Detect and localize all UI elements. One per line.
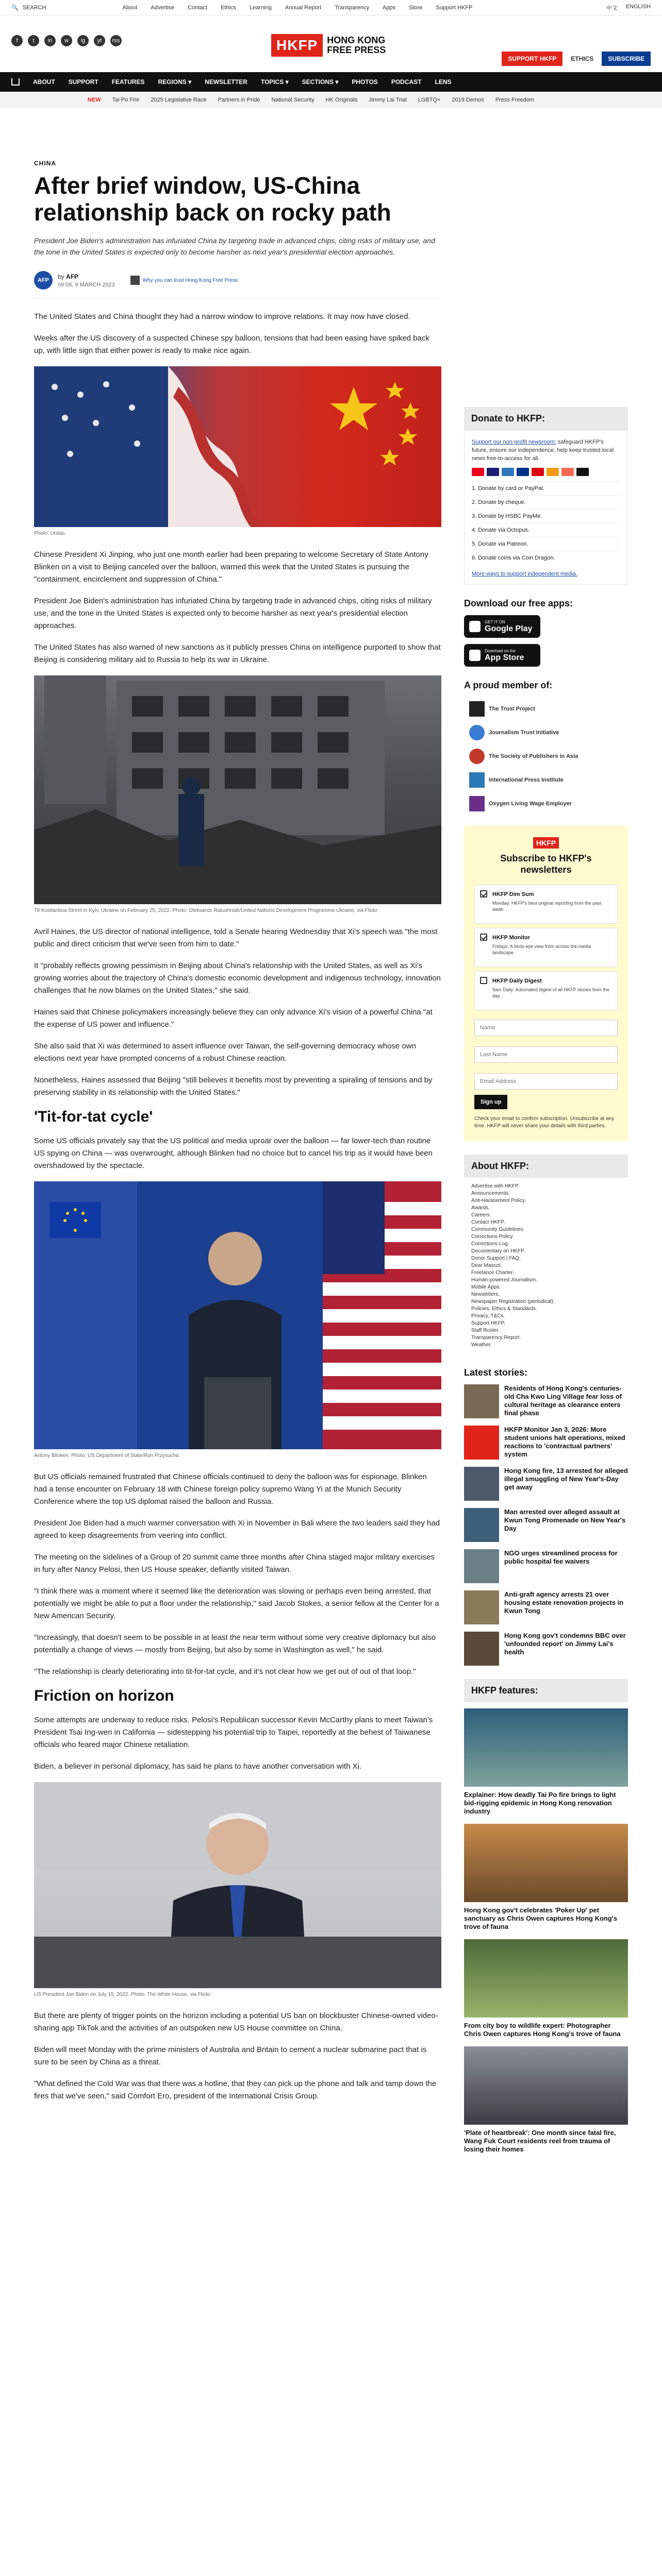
newsletter-logo-mark: HKFP: [533, 837, 559, 849]
article-category[interactable]: CHINA: [34, 160, 56, 167]
about-link[interactable]: Newspaper Registration (periodical).: [471, 1299, 555, 1304]
logo-line-2: FREE PRESS: [327, 45, 386, 55]
feature-item[interactable]: [464, 2046, 628, 2154]
ticker-item[interactable]: Jimmy Lai Trial: [369, 97, 407, 103]
about-link[interactable]: Awards.: [471, 1205, 490, 1211]
article-paragraph: President Joe Biden's administration has infuriated China by targeting trade in advanced chips, citing risks of military use, and the tone in the United States is expected only to become harsher as next year's presidential election approaches.: [34, 597, 432, 630]
figure-caption: 79 Kostiantina Street in Kyiv, Ukraine on February 25, 2022. Photo: Oleksandr Ratushniak/United Nations Development Programme Ukraine, via Flickr.: [34, 908, 378, 913]
publish-date: 09:06, 9 MARCH 2023: [58, 281, 115, 288]
donate-option[interactable]: 6. Donate coins via Coin Dragon.: [472, 551, 620, 565]
utility-link[interactable]: Transparency: [335, 4, 370, 11]
member-logo[interactable]: [464, 768, 628, 792]
story-thumbnail: [464, 1590, 499, 1624]
patreon-icon: [561, 468, 574, 476]
by-label: by: [58, 273, 64, 280]
lang-english[interactable]: ENGLISH: [625, 3, 651, 10]
latest-stories: [464, 1367, 628, 1666]
latest-item[interactable]: [464, 1467, 628, 1501]
utility-link[interactable]: Learning: [250, 4, 272, 11]
name-input[interactable]: [474, 1020, 618, 1036]
article-paragraph: "The relationship is clearly deteriorating into tit-for-tat cycle, and it's not clear how we get out of out of that loop.": [34, 1667, 416, 1676]
about-link[interactable]: Community Guidelines.: [471, 1227, 525, 1232]
us-china-flags-image: [34, 366, 441, 527]
more-ways-link[interactable]: More ways to support independent media.: [472, 571, 577, 577]
ticker-item[interactable]: 2025 Legislative Race: [151, 97, 207, 103]
trust-project-logo-icon: [469, 701, 485, 717]
figure-caption: Photo: Unilas.: [34, 531, 67, 536]
about-link[interactable]: Advertise with HKFP.: [471, 1183, 520, 1189]
subscribe-button[interactable]: SUBSCRIBE: [602, 52, 651, 66]
about-link[interactable]: Careers.: [471, 1212, 491, 1218]
last-name-input[interactable]: [474, 1046, 618, 1063]
about-link[interactable]: Staff Roster.: [471, 1328, 500, 1333]
search-icon[interactable]: 🔍: [11, 5, 19, 11]
payme-icon: [532, 468, 544, 476]
sign-up-button[interactable]: Sign up: [474, 1095, 507, 1109]
story-headline: Man arrested over alleged assault at Kwun Tong Promenade on New Year's Day: [504, 1508, 626, 1532]
nav-item[interactable]: LENS: [435, 78, 452, 86]
member-logo[interactable]: [464, 697, 628, 721]
donate-option[interactable]: 5. Donate via Patreon.: [472, 537, 620, 551]
article-paragraph: Some US officials privately say that the US political and media uproar over the balloon — far lower-tech than routine US spying on China — was overwrought, although Blinken had no choice but to cancel his trip as it would have been overshadowed by the spectacle.: [34, 1137, 433, 1170]
newsletter-desc: Fridays: A birds-eye view from across the media landscape.: [492, 944, 591, 955]
kyiv-ruins-image: [34, 675, 441, 904]
article-paragraph: But there are plenty of trigger points on the horizon including a potential US ban on blockbuster Chinese-owned video-sharing app TikTok and the activities of an outspoken new US House committee on China.: [34, 2011, 438, 2032]
author-name[interactable]: AFP: [66, 273, 79, 280]
story-thumbnail: [464, 1549, 499, 1583]
ethics-link[interactable]: ETHICS: [571, 55, 594, 62]
facebook-icon[interactable]: f: [11, 35, 23, 46]
about-link[interactable]: Announcements.: [471, 1191, 510, 1196]
feature-headline: Hong Kong gov't celebrates 'Poker Up' pet sanctuary as Chris Owen captures Hong Kong's trove of fauna: [464, 1906, 618, 1930]
story-thumbnail: [464, 1508, 499, 1542]
nav-item[interactable]: PHOTOS: [352, 78, 378, 86]
trust-text: Why you can trust Hong Kong Free Press: [142, 277, 238, 283]
payment-icons: [472, 468, 620, 476]
latest-title: Latest stories:: [464, 1367, 528, 1378]
app-store-label: App Store: [485, 653, 524, 662]
support-button[interactable]: SUPPORT HKFP: [502, 52, 562, 66]
linkedin-icon[interactable]: in: [44, 35, 56, 46]
member-name: International Press Institute: [489, 777, 564, 783]
latest-item[interactable]: [464, 1426, 628, 1460]
feature-image: [464, 2046, 628, 2125]
sidebar: [464, 407, 628, 2162]
checkbox-checked[interactable]: [480, 934, 487, 941]
logo-text: [327, 36, 386, 55]
mastercard-icon: [472, 468, 484, 476]
newsletter-option[interactable]: [474, 971, 618, 1010]
members-section: [464, 680, 628, 816]
latest-item[interactable]: [464, 1508, 628, 1542]
figure-caption: Antony Blinken. Photo: US Department of State/Ron Przysucha.: [34, 1453, 180, 1459]
sopa-logo-icon: [469, 749, 485, 764]
member-name: The Society of Publishers in Asia: [489, 753, 578, 759]
about-link[interactable]: Corrections Policy.: [471, 1234, 514, 1240]
article-standfirst: President Joe Biden's administration has infuriated China by targeting trade in advanced chips, citing risks of military use, and the tone in the United States is expected only to become harsher as next year's presidential election approaches.: [34, 236, 435, 256]
ticker-label: NEW: [88, 97, 101, 103]
utility-link[interactable]: Annual Report: [285, 4, 322, 11]
masthead-actions: [502, 52, 651, 66]
ticker-item[interactable]: Tai Po Fire: [112, 97, 140, 103]
article-paragraph: Some attempts are underway to reduce risks. Pelosi's Republican successor Kevin McCarthy plans to meet Taiwan's President Tsai Ing-wen in California — sidestepping his potential trip to Taipei, reportedly at the behest of Taiwanese officials who feared major Chinese retaliation.: [34, 1716, 433, 1749]
nav-item[interactable]: TOPICS ▾: [260, 78, 289, 86]
octopus-icon: [547, 468, 559, 476]
donate-box: [464, 430, 628, 585]
feature-image: [464, 1824, 628, 1902]
about-link[interactable]: Corrections Log.: [471, 1241, 509, 1247]
donate-lead: [472, 438, 620, 463]
article-paragraph: Chinese President Xi Jinping, who just one month earlier had been preparing to welcome Secretary of State Antony Blinken on a visit to Beijing canceled over the balloon, warned this week that the United States is pursuing the "containment, encirclement and suppression of China.": [34, 550, 428, 584]
about-link[interactable]: Documentary on HKFP.: [471, 1248, 525, 1254]
main-nav: [0, 72, 662, 92]
member-logo[interactable]: [464, 721, 628, 744]
article-paragraph: Nonetheless, Haines assessed that Beijing "still believes it benefits most by preventing a spiraling of tensions and by preserving stability in its relationship with the United States.": [34, 1076, 433, 1097]
story-thumbnail: [464, 1426, 499, 1460]
paypal-icon: [517, 468, 529, 476]
latest-item[interactable]: [464, 1549, 628, 1583]
lang-chinese[interactable]: 中文: [606, 5, 618, 11]
whatsapp-icon[interactable]: w: [61, 35, 72, 46]
latest-item[interactable]: [464, 1590, 628, 1624]
about-link[interactable]: Dear Mascot.: [471, 1263, 502, 1268]
latest-item[interactable]: [464, 1384, 628, 1418]
utility-link[interactable]: Contact: [188, 4, 208, 11]
about-link[interactable]: Newsletters.: [471, 1292, 500, 1297]
article-paragraph: President Joe Biden had a much warmer conversation with Xi in November in Bali where the two leaders said they had agreed to keep disagreements from veering into conflict.: [34, 1519, 440, 1540]
ticker-item[interactable]: Press Freedom: [495, 97, 534, 103]
utility-link[interactable]: Store: [409, 4, 423, 11]
feature-headline: From city boy to wildlife expert: Photographer Chris Owen captures Hong Kong's trove of fauna: [464, 2022, 621, 2038]
story-headline: Hong Kong gov't condemns BBC over 'unfounded report' on Jimmy Lai's health: [504, 1632, 626, 1656]
utility-link[interactable]: Ethics: [221, 4, 237, 11]
about-title: About HKFP:: [464, 1155, 628, 1178]
youtube-icon[interactable]: yt: [94, 35, 105, 46]
members-title: A proud member of:: [464, 680, 553, 690]
ticker-item[interactable]: National Security: [271, 97, 315, 103]
app-store-button[interactable]: [464, 644, 540, 667]
nav-item[interactable]: FEATURES: [111, 78, 145, 86]
about-link[interactable]: Human-powered Journalism.: [471, 1277, 537, 1283]
author-avatar[interactable]: AFP: [34, 271, 53, 290]
trust-link[interactable]: [130, 276, 238, 285]
about-link[interactable]: Freelance Charter.: [471, 1270, 514, 1276]
checkbox-unchecked[interactable]: [480, 977, 487, 984]
figure-flags: [34, 366, 441, 537]
newsletter-box: [464, 826, 628, 1141]
story-thumbnail: [464, 1467, 499, 1501]
feature-item[interactable]: [464, 1939, 628, 2038]
google-play-label: Google Play: [485, 624, 533, 633]
nav-item[interactable]: PODCAST: [391, 78, 422, 86]
trust-project-icon: [130, 276, 140, 285]
newsletter-name: HKFP Dim Sum: [492, 891, 534, 897]
ticker-item[interactable]: Partners in Pride: [218, 97, 260, 103]
newsletter-option[interactable]: [474, 885, 618, 924]
story-headline: Residents of Hong Kong's centuries-old Cha Kwo Ling Village fear loss of cultural heritage as clearance enters final phase: [504, 1384, 622, 1417]
google-play-icon: [469, 621, 481, 632]
article-paragraph: Haines said that Chinese policymakers increasingly believe they can only advance Xi's vision of a powerful China "at the expense of US power and influence.": [34, 1008, 433, 1029]
nav-item[interactable]: ABOUT: [33, 78, 55, 86]
newsletter-name: HKFP Monitor: [492, 935, 531, 941]
utility-link[interactable]: Advertise: [151, 4, 175, 11]
newsletter-logo: [474, 837, 618, 849]
donate-option[interactable]: 1. Donate by card or PayPal.: [472, 481, 620, 495]
features-section: [464, 1679, 628, 2154]
about-link[interactable]: Weather.: [471, 1342, 492, 1348]
feature-item[interactable]: [464, 1708, 628, 1816]
donate-option[interactable]: 2. Donate by cheque.: [472, 495, 620, 509]
about-link[interactable]: Policies, Ethics & Standards.: [471, 1306, 537, 1312]
about-link[interactable]: Support HKFP.: [471, 1320, 505, 1326]
article-paragraph: Biden will meet Monday with the prime ministers of Australia and Britain to cement a nuclear submarine pact that is sure to be seen by China as a threat.: [34, 2045, 427, 2066]
author-line: [58, 273, 115, 280]
feature-image: [464, 1708, 628, 1787]
apps-section: [464, 598, 628, 667]
utility-link[interactable]: Support HKFP: [436, 4, 473, 11]
feature-headline: 'Plate of heartbreak': One month since fatal fire, Wang Fuk Court residents reel from trauma of losing their homes: [464, 2129, 616, 2153]
member-logo[interactable]: [464, 744, 628, 768]
article-title: After brief window, US-China relationship back on rocky path: [34, 172, 391, 226]
features-title: HKFP features:: [464, 1679, 628, 1702]
utility-links: [123, 5, 473, 11]
ticker-item[interactable]: 2019 Demos: [452, 97, 484, 103]
newsletter-desc: Monday: HKFP's best original reporting from the past week.: [492, 901, 602, 912]
blinken-image: [34, 1181, 441, 1449]
donate-lead-link[interactable]: Support our non-profit newsroom:: [472, 439, 556, 445]
feature-image: [464, 1939, 628, 2018]
about-link[interactable]: Contact HKFP.: [471, 1219, 505, 1225]
about-link[interactable]: Donor Support | FAQ.: [471, 1256, 521, 1261]
latest-item[interactable]: [464, 1632, 628, 1666]
member-name: The Trust Project: [489, 706, 535, 712]
article-paragraph: "What defined the Cold War was that there was a hotline, that they can pick up the phone and talk and tamp down the fires that we've seen," said Comfort Ero, president of the International Crisis Group.: [34, 2079, 437, 2100]
ticker-item[interactable]: LGBTQ+: [418, 97, 441, 103]
donate-lead-text: safeguard HKFP's future, ensure our independence, help keep trusted local news free-to-access for all.: [472, 439, 614, 462]
article-paragraph: The United States has also warned of new sanctions as it publicly presses China on intelligence purported to show that Beijing is considering military aid to Russia to help its war in Ukraine.: [34, 643, 441, 664]
article-paragraph: But US officials remained frustrated that Chinese officials continued to deny the balloon was for espionage. Blinken had a tense encounter on February 18 with Chinese foreign policy supremo Wang Yi at the Munich Security Conference where the top US diplomat raised the balloon and Russia.: [34, 1472, 427, 1506]
feature-item[interactable]: [464, 1824, 628, 1931]
social-icons: [11, 35, 122, 46]
article-paragraph: Weeks after the US discovery of a suspected Chinese spy balloon, tensions that had been easing have spiked back up, with little sign that either power is ready to make nice again.: [34, 334, 429, 355]
about-link[interactable]: Privacy, T&Cs.: [471, 1313, 505, 1319]
member-logo[interactable]: [464, 792, 628, 816]
section-heading: Friction on horizon: [34, 1687, 174, 1704]
oxygen-logo-icon: [469, 796, 485, 811]
donate-option[interactable]: 3. Donate by HSBC PayMe.: [472, 509, 620, 523]
nav-item[interactable]: SUPPORT: [68, 78, 98, 86]
applepay-icon: [576, 468, 589, 476]
hkfp-logo[interactable]: [271, 34, 386, 57]
ticker-item[interactable]: HK Originals: [325, 97, 358, 103]
member-name: Oxygen Living Wage Employer: [489, 801, 572, 807]
biden-image: [34, 1782, 441, 1988]
masthead: [0, 15, 662, 72]
jti-logo-icon: [469, 725, 485, 740]
amex-icon: [502, 468, 514, 476]
figure-blinken: [34, 1181, 441, 1460]
ipi-logo-icon: [469, 772, 485, 788]
story-thumbnail: [464, 1384, 499, 1418]
visa-icon: [487, 468, 499, 476]
section-heading: 'Tit-for-tat cycle': [34, 1108, 153, 1125]
donate-title: Donate to HKFP:: [464, 407, 628, 430]
article-paragraph: She also said that Xi was determined to assert influence over Taiwan, the self-governing democracy whose own elections next year have prompted concerns of a robust Chinese reaction.: [34, 1042, 416, 1063]
article: [34, 160, 441, 2112]
newsletter-name: HKFP Daily Digest: [492, 978, 542, 984]
figure-biden: [34, 1782, 441, 1998]
apple-icon: [469, 650, 481, 661]
home-icon[interactable]: [11, 78, 20, 86]
member-name: Journalism Trust Initiative: [489, 730, 559, 736]
language-switch: [606, 4, 651, 12]
nav-item[interactable]: REGIONS ▾: [158, 78, 192, 86]
story-headline: NGO urges streamlined process for public hospital fee waivers: [504, 1549, 618, 1565]
search-link[interactable]: SEARCH: [22, 4, 46, 11]
nav-item[interactable]: NEWSLETTER: [205, 78, 247, 86]
utility-link[interactable]: About: [122, 4, 138, 11]
figure-kyiv: [34, 675, 441, 914]
article-paragraph: "Increasingly, that doesn't seem to be possible in at least the near term without some very creative diplomacy but also potentially a change of views — mostly from Beijing, but also by some in Washington as well," he said.: [34, 1633, 436, 1654]
about-list: [464, 1178, 628, 1354]
utility-link[interactable]: Apps: [383, 4, 396, 11]
donate-option[interactable]: 4. Donate via Octopus.: [472, 523, 620, 537]
article-paragraph: It "probably reflects growing pessimism in Beijing about China's relationship with the United States, as well as Xi's growing worries about the trajectory of China's domestic economic development and indigenous technology, innovation challenges that he now blames on the United States," she said.: [34, 961, 441, 995]
story-headline: Anti-graft agency arrests 21 over housing estate renovation projects in Kwun Tong: [504, 1590, 624, 1615]
email-input[interactable]: [474, 1073, 618, 1090]
logo-mark: HKFP: [271, 34, 323, 57]
rss-icon[interactable]: rss: [110, 35, 122, 46]
checkbox-checked[interactable]: [480, 890, 487, 897]
byline: [34, 271, 441, 290]
instagram-icon[interactable]: ig: [77, 35, 89, 46]
top-utility-bar: [0, 0, 662, 15]
figure-caption: US President Joe Biden on July 15, 2022. Photo: The White House, via Flickr.: [34, 1992, 211, 1997]
article-paragraph: "I think there was a moment where it seemed like the deterioration was slowing or perhaps even being arrested, that potentially we might be able to put a floor under the relationship," said Jacob Stokes, a senior fellow at the Center for a New American Security.: [34, 1587, 439, 1620]
about-link[interactable]: Transparency Report.: [471, 1335, 521, 1341]
google-play-button[interactable]: [464, 615, 540, 638]
logo-line-1: HONG KONG: [327, 35, 386, 45]
about-link[interactable]: Anti-Harassment Policy.: [471, 1198, 526, 1204]
newsletter-option[interactable]: [474, 928, 618, 967]
story-thumbnail: [464, 1632, 499, 1666]
nav-item[interactable]: SECTIONS ▾: [302, 78, 339, 86]
apps-title: Download our free apps:: [464, 598, 573, 608]
article-paragraph: The meeting on the sidelines of a Group of 20 summit came three months after China staged major military exercises in fury after Nancy Pelosi, then US House speaker, defiantly visited Taiwan.: [34, 1553, 435, 1574]
app-store-small: Download on the: [485, 648, 516, 653]
google-play-small: GET IT ON: [485, 619, 505, 624]
article-paragraph: Biden, a believer in personal diplomacy, has said he plans to have another conversation with Xi.: [34, 1762, 362, 1771]
topic-ticker: [0, 92, 662, 108]
article-paragraph: Avril Haines, the US director of national intelligence, told a Senate hearing Wednesday that Xi's speech was "the most public and direct criticism that we've seen from him to date.": [34, 927, 438, 948]
story-headline: Hong Kong fire, 13 arrested for alleged illegal smuggling of New Year's-Day get away: [504, 1467, 628, 1491]
article-paragraph: The United States and China thought they had a narrow window to improve relations. It may now have closed.: [34, 312, 410, 321]
newsletter-desc: 9am Daily: Automated digest of all HKFP stories from the day.: [492, 987, 609, 998]
newsletter-title: Subscribe to HKFP's newsletters: [500, 853, 592, 875]
newsletter-note: Check your email to confirm subscription. Unsubscribe at any time. HKFP will never share your details with third parties.: [474, 1116, 615, 1129]
feature-headline: Explainer: How deadly Tai Po fire brings to light bid-rigging epidemic in Hong Kong renovation industry: [464, 1791, 616, 1815]
about-link[interactable]: Mobile Apps.: [471, 1284, 501, 1290]
twitter-icon[interactable]: t: [28, 35, 39, 46]
story-headline: HKFP Monitor Jan 3, 2026: More student unions halt operations, mixed reactions to 'contractual partners' system: [504, 1426, 625, 1458]
